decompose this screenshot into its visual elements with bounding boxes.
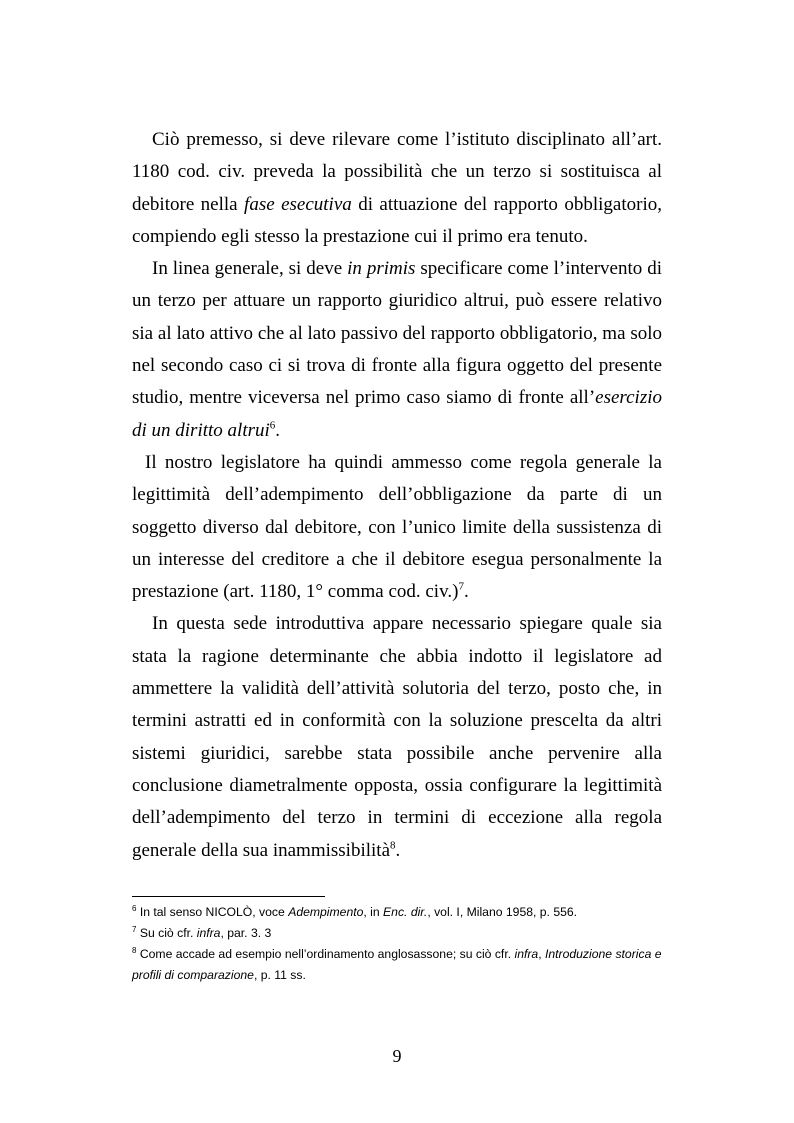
footnote-ref-8[interactable]: 8	[390, 839, 396, 852]
footnote-number: 7	[132, 924, 137, 934]
page-number: 9	[392, 1046, 402, 1066]
paragraph-text: .	[275, 419, 281, 441]
paragraph-4	[132, 608, 662, 866]
footnotes	[132, 902, 664, 986]
paragraph-emphasis: in primis	[347, 258, 416, 280]
footnote-italic: Enc. dir.	[383, 905, 428, 919]
paragraph-text: Ciò premesso, si deve rilevare come l’istituto disciplinato all’art. 1180 cod. civ. preveda la possibilità che un terzo si sostituisca al debitore nella	[132, 129, 662, 215]
paragraph-emphasis: esercizio di un diritto altrui	[132, 387, 662, 441]
footnote-italic: infra	[196, 926, 221, 940]
paragraph-text: Il nostro legislatore ha quindi ammesso come regola generale la legittimità dell’adempimento dell’obbligazione da parte di un soggetto diverso dal debitore, con l’unico limite della sussistenza di un interesse del creditore a che il debitore esegua personalmente la prestazione (art. 1180, 1° comma cod. civ.)	[132, 451, 662, 603]
footnote-ref-7[interactable]: 7	[458, 580, 464, 593]
footnote-text: In tal senso NICOLÒ, voce	[136, 905, 289, 919]
paragraph-text: .	[395, 839, 401, 861]
paragraph-emphasis: fase esecutiva	[244, 193, 352, 215]
paragraph-text: specificare come l’intervento di un terzo per attuare un rapporto giuridico altrui, può essere relativo sia al lato attivo che al lato passivo del rapporto obbligatorio, ma solo nel secondo caso ci si trova di fronte alla figura oggetto del presente studio, mentre viceversa nel primo caso siamo di fronte all’	[132, 258, 662, 409]
footnote-ref-6[interactable]: 6	[269, 419, 276, 432]
footnote-number: 6	[132, 903, 137, 913]
footnote-6	[132, 902, 664, 923]
footnote-text: , in	[363, 905, 384, 919]
footnote-italic: infra	[514, 947, 539, 961]
footnote-8	[132, 944, 664, 986]
paragraph-1	[132, 124, 662, 253]
footnote-text: , par. 3. 3	[220, 926, 272, 940]
footnote-text: , vol. I, Milano 1958, p. 556.	[427, 905, 578, 919]
footnote-italic: Adempimento	[288, 905, 364, 919]
footnote-text: Come accade ad esempio nell’ordinamento anglosassone; su ciò cfr.	[136, 947, 515, 961]
paragraph-2	[132, 253, 662, 447]
paragraph-text: In questa sede introduttiva appare necessario spiegare quale sia stata la ragione determinante che abbia indotto il legislatore ad ammettere la validità dell’attività solutoria del terzo, posto che, in termini astratti ed in conformità con la soluzione prescelta da altri sistemi giuridici, sarebbe stata possibile anche pervenire alla conclusione diametralmente opposta, ossia configurare la legittimità dell’adempimento del terzo in termini di eccezione alla regola generale della sua inammissibilità	[132, 613, 662, 861]
footnote-number: 8	[132, 945, 137, 955]
paragraph-text: In linea generale, si deve	[152, 258, 348, 280]
footnote-text: , p. 11 ss.	[253, 968, 306, 982]
footnote-text: ,	[538, 947, 545, 961]
paragraph-text: di attuazione del rapporto obbligatorio, compiendo egli stesso la prestazione cui il primo era tenuto.	[132, 193, 662, 247]
body-text	[132, 124, 662, 867]
footnote-7	[132, 923, 664, 944]
paragraph-text: .	[463, 581, 469, 603]
footnote-separator	[132, 896, 325, 897]
footnote-text: Su ciò cfr.	[136, 926, 197, 940]
paragraph-3	[132, 447, 662, 608]
footnote-italic: Introduzione storica e profili di comparazione	[132, 947, 662, 982]
